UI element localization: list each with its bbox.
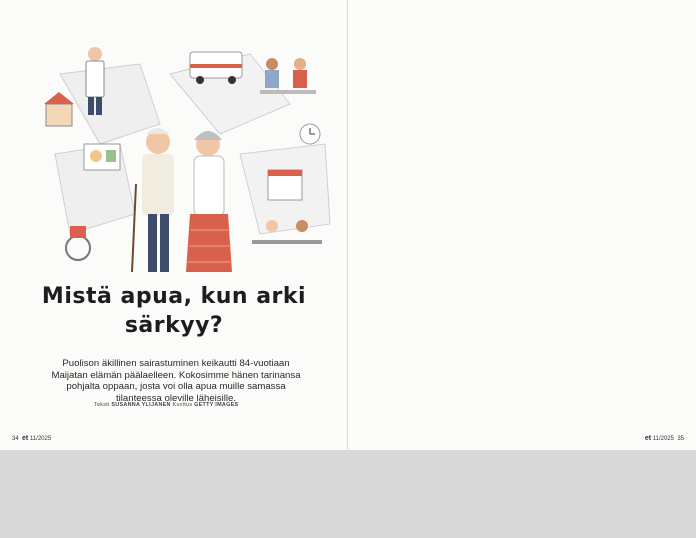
issue: 11/2025	[652, 436, 674, 442]
headline: Mistä apua, kun arki särkyy?	[41, 284, 307, 338]
elderly-woman	[186, 131, 232, 272]
elderly-man	[132, 128, 174, 272]
page-number: 34	[12, 436, 19, 442]
lead-paragraph: Puolison äkillinen sairastuminen keikautti 84-vuotiaan Maijatan elämän päälaelleen. Kokosimme hänen tarinansa pohjalta oppaan, josta voi olla apua muille samassa tilanteessa oleville läheisille.	[51, 358, 301, 404]
right-folio	[645, 435, 684, 442]
magazine-logo: et	[644, 435, 652, 442]
credits-illustrator: GETTY IMAGES	[194, 402, 239, 408]
left-folio	[12, 435, 51, 442]
credits-writer: SUSANNA YLIJANEN	[111, 402, 171, 408]
house	[44, 92, 74, 126]
calendar-icon	[268, 170, 302, 200]
magazine-logo: et	[22, 435, 29, 442]
credits	[94, 402, 238, 408]
credits-photo-label: Kuvitus	[172, 402, 193, 408]
credits-text-label: Teksti	[94, 402, 110, 408]
left-page	[0, 0, 347, 450]
issue: 11/2025	[29, 436, 52, 442]
right-page	[348, 0, 696, 450]
wall-clock-icon	[300, 124, 320, 144]
page-number: 35	[677, 436, 684, 442]
food-tray	[84, 144, 120, 170]
elderly-couple-illustration	[40, 34, 338, 280]
